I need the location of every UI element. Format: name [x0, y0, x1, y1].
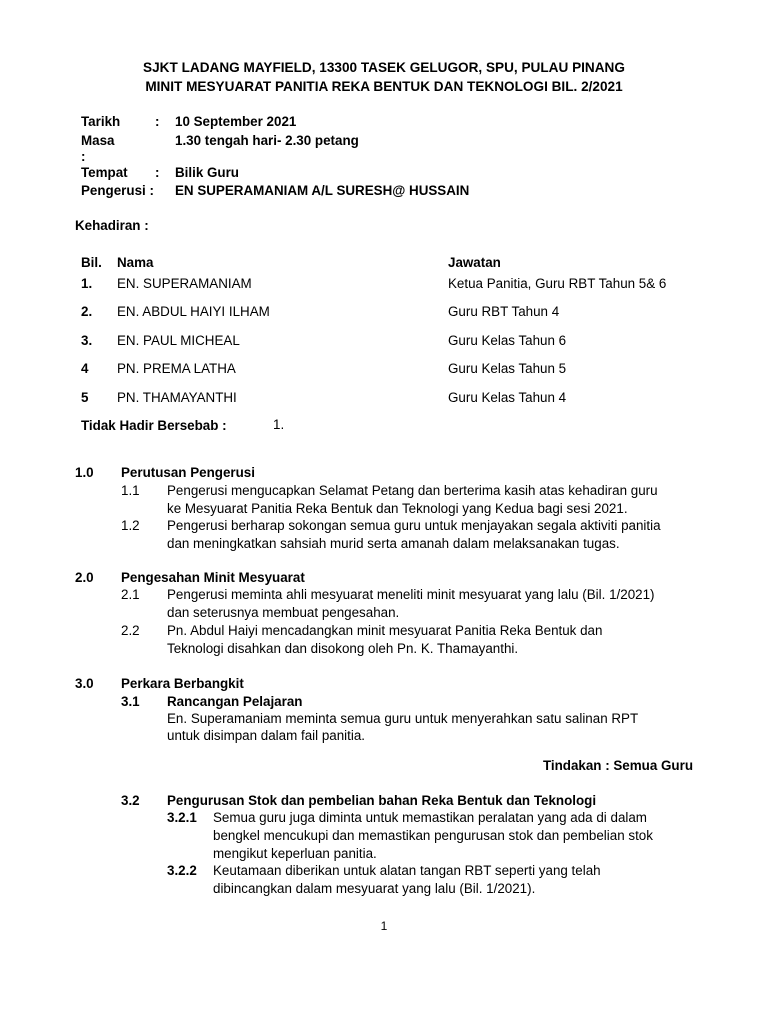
point-3-2-2-line: Keutamaan diberikan untuk alatan tangan RBT seperti yang telah — [213, 863, 601, 878]
section-1-title: Perutusan Pengerusi — [121, 465, 255, 480]
item-2-2-line: Teknologi disahkan dan disokong oleh Pn. K. Thamayanthi. — [167, 641, 519, 656]
tempat-colon: : — [155, 165, 160, 180]
item-1-1-line: ke Mesyuarat Panitia Reka Bentuk dan Teknologi yang Kedua bagi sesi 2021. — [167, 501, 628, 516]
subsection-3-2-title: Pengurusan Stok dan pembelian bahan Reka Bentuk dan Teknologi — [167, 793, 597, 808]
row-nama: EN. PAUL MICHEAL — [117, 333, 240, 348]
point-3-2-2-line: dibincangkan dalam mesyuarat yang lalu (Bil. 1/2021). — [213, 881, 536, 896]
col-header-nama: Nama — [117, 255, 154, 270]
section-2-number: 2.0 — [75, 570, 94, 585]
page-number: 1 — [380, 919, 388, 933]
subsection-3-1-line: En. Superamaniam meminta semua guru untuk menyerahkan satu salinan RPT — [167, 711, 639, 726]
subsection-3-1-line: untuk disimpan dalam fail panitia. — [167, 728, 365, 743]
subsection-3-2-number: 3.2 — [121, 793, 140, 808]
section-3-number: 3.0 — [75, 676, 94, 691]
masa-value: 1.30 tengah hari- 2.30 petang — [175, 133, 359, 148]
item-1-1-number: 1.1 — [121, 483, 140, 498]
item-2-1-line: Pengerusi meminta ahli mesyuarat meneliti minit mesyuarat yang lalu (Bil. 1/2021) — [167, 587, 655, 602]
tarikh-label: Tarikh — [81, 114, 121, 129]
point-3-2-1-number: 3.2.1 — [167, 810, 197, 825]
point-3-2-2-number: 3.2.2 — [167, 863, 197, 878]
row-jawatan: Guru Kelas Tahun 4 — [448, 390, 567, 405]
subsection-3-1-number: 3.1 — [121, 694, 140, 709]
row-bil: 3. — [81, 333, 93, 348]
row-bil: 2. — [81, 304, 93, 319]
item-2-1-line: dan seterusnya membuat pengesahan. — [167, 605, 400, 620]
school-header: SJKT LADANG MAYFIELD, 13300 TASEK GELUGOR, SPU, PULAU PINANG — [143, 60, 625, 75]
item-1-2-line: dan meningkatkan sahsiah murid serta amanah dalam melaksanakan tugas. — [167, 536, 620, 551]
row-nama: EN. SUPERAMANIAM — [117, 276, 252, 291]
row-bil: 5 — [81, 390, 89, 405]
item-1-1-line: Pengerusi mengucapkan Selamat Petang dan berterima kasih atas kehadiran guru — [167, 483, 658, 498]
row-jawatan: Ketua Panitia, Guru RBT Tahun 5& 6 — [448, 276, 667, 291]
point-3-2-1-line: bengkel mencukupi dan memastikan pengurusan stok dan pembelian stok — [213, 828, 653, 843]
item-1-2-line: Pengerusi berharap sokongan semua guru untuk menjayakan segala aktiviti panitia — [167, 518, 661, 533]
kehadiran-heading: Kehadiran : — [75, 218, 149, 233]
row-bil: 4 — [81, 361, 89, 376]
item-2-2-line: Pn. Abdul Haiyi mencadangkan minit mesyuarat Panitia Reka Bentuk dan — [167, 623, 603, 638]
row-jawatan: Guru Kelas Tahun 6 — [448, 333, 567, 348]
absent-label: Tidak Hadir Bersebab : — [81, 418, 227, 433]
item-1-2-number: 1.2 — [121, 518, 140, 533]
col-header-jawatan: Jawatan — [448, 255, 501, 270]
masa-colon: : — [81, 149, 86, 164]
row-bil: 1. — [81, 276, 93, 291]
col-header-bil: Bil. — [81, 255, 102, 270]
section-1-number: 1.0 — [75, 465, 94, 480]
document-title: MINIT MESYUARAT PANITIA REKA BENTUK DAN TEKNOLOGI BIL. 2/2021 — [145, 79, 623, 94]
point-3-2-1-line: mengikut keperluan panitia. — [213, 846, 377, 861]
tarikh-colon: : — [155, 114, 160, 129]
item-2-1-number: 2.1 — [121, 587, 140, 602]
row-jawatan: Guru Kelas Tahun 5 — [448, 361, 567, 376]
absent-value: 1. — [273, 417, 285, 432]
section-2-title: Pengesahan Minit Mesyuarat — [121, 570, 305, 585]
tempat-value: Bilik Guru — [175, 165, 239, 180]
pengerusi-label: Pengerusi : — [81, 183, 154, 198]
section-3-title: Perkara Berbangkit — [121, 676, 244, 691]
row-nama: PN. THAMAYANTHI — [117, 390, 237, 405]
masa-label: Masa — [81, 133, 115, 148]
pengerusi-value: EN SUPERAMANIAM A/L SURESH@ HUSSAIN — [175, 183, 470, 198]
row-jawatan: Guru RBT Tahun 4 — [448, 304, 560, 319]
row-nama: EN. ABDUL HAIYI ILHAM — [117, 304, 270, 319]
tarikh-value: 10 September 2021 — [175, 114, 297, 129]
subsection-3-1-title: Rancangan Pelajaran — [167, 694, 303, 709]
tempat-label: Tempat — [81, 165, 128, 180]
point-3-2-1-line: Semua guru juga diminta untuk memastikan peralatan yang ada di dalam — [213, 810, 647, 825]
row-nama: PN. PREMA LATHA — [117, 361, 236, 376]
item-2-2-number: 2.2 — [121, 623, 140, 638]
tindakan-note: Tindakan : Semua Guru — [542, 758, 693, 773]
